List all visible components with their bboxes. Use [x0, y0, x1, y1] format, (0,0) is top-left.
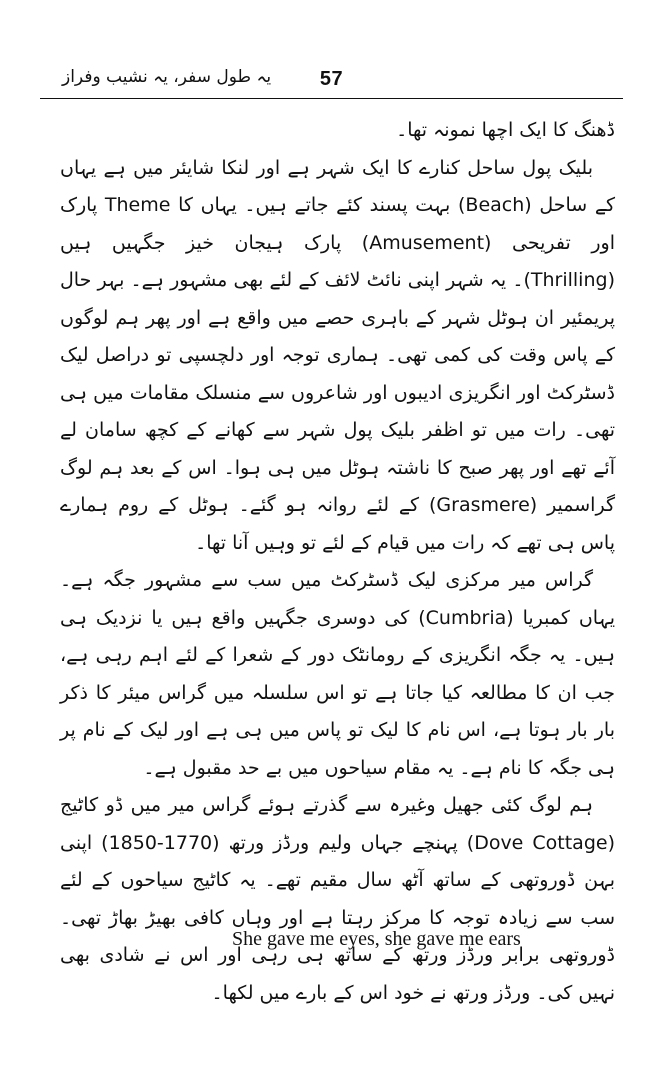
page-number: 57: [319, 68, 344, 90]
paragraph-1: ڈھنگ کا ایک اچھا نمونہ تھا۔: [396, 119, 615, 141]
quoted-poem-line: She gave me eyes, she gave me ears: [232, 928, 521, 950]
body-text: [60, 112, 615, 1012]
page-header: [40, 64, 623, 104]
paragraph-2: بلیک پول ساحل کنارے کا ایک شہر ہے اور لنکا شایئر میں ہے یہاں کے ساحل (Beach) بہت پسند کئے جاتے ہیں۔ یہاں کا Theme پارک اور تفریحی (Amusement) پارک ہیجان خیز جگہیں ہیں (Thrilling)۔ یہ شہر اپنی نائٹ لائف کے لئے بھی مشہور ہے۔ بہر حال پریمئیر ان ہوٹل شہر کے باہری حصے میں واقع ہے اور پھر ہم لوگوں کے پاس وقت کی کمی تھی۔ ہماری توجہ اور دلچسپی تو دراصل لیک ڈسٹرکٹ اور انگریزی ادیبوں اور شاعروں سے منسلک مقامات میں ہی تھی۔ رات میں تو اظفر بلیک پول شہر سے کھانے کے کچھ سامان لے آئے تھے اور پھر صبح کا ناشتہ ہوٹل میں ہی ہوا۔ اس کے بعد ہم لوگ گراسمیر (Grasmere) کے لئے روانہ ہو گئے۔ ہوٹل کے روم ہمارے پاس ہی تھے کہ رات میں قیام کے لئے تو وہیں آنا تھا۔: [60, 156, 615, 554]
paragraph-4: ہم لوگ کئی جھیل وغیرہ سے گذرتے ہوئے گراس میر میں ڈو کاٹیج (Dove Cottage) پہنچے جہاں ولیم ورڈز ورتھ (1770-1850) اپنی بہن ڈوروتھی کے ساتھ آٹھ سال مقیم تھے۔ یہ کاٹیج سیاحوں کے لئے سب سے زیادہ توجہ کا مرکز رہتا ہے اور وہاں کافی بھیڑ بھاڑ تھی۔ ڈوروتھی برابر ورڈز ورتھ کے ساتھ ہی رہی اور اس نے شادی بھی نہیں کی۔ ورڈز ورتھ نے خود اس کے بارے میں لکھا۔: [60, 794, 615, 1004]
paragraph-3: گراس میر مرکزی لیک ڈسٹرکٹ میں سب سے مشہور جگہ ہے۔ یہاں کمبریا (Cumbria) کی دوسری جگہیں واقع ہیں یا نزدیک ہی ہیں۔ یہ جگہ انگریزی کے رومانٹک دور کے شعرا کے لئے اہم رہی ہے، جب ان کا مطالعہ کیا جاتا ہے تو اس سلسلہ میں گراس میئر کا ذکر بار بار ہوتا ہے، اس نام کا لیک تو پاس میں ہی ہے اور لیک کے نام پر ہی جگہ کا نام ہے۔ یہ مقام سیاحوں میں بے حد مقبول ہے۔: [60, 569, 615, 779]
running-title: یہ طول سفر، یہ نشیب وفراز: [62, 67, 272, 87]
header-divider: [40, 98, 623, 99]
